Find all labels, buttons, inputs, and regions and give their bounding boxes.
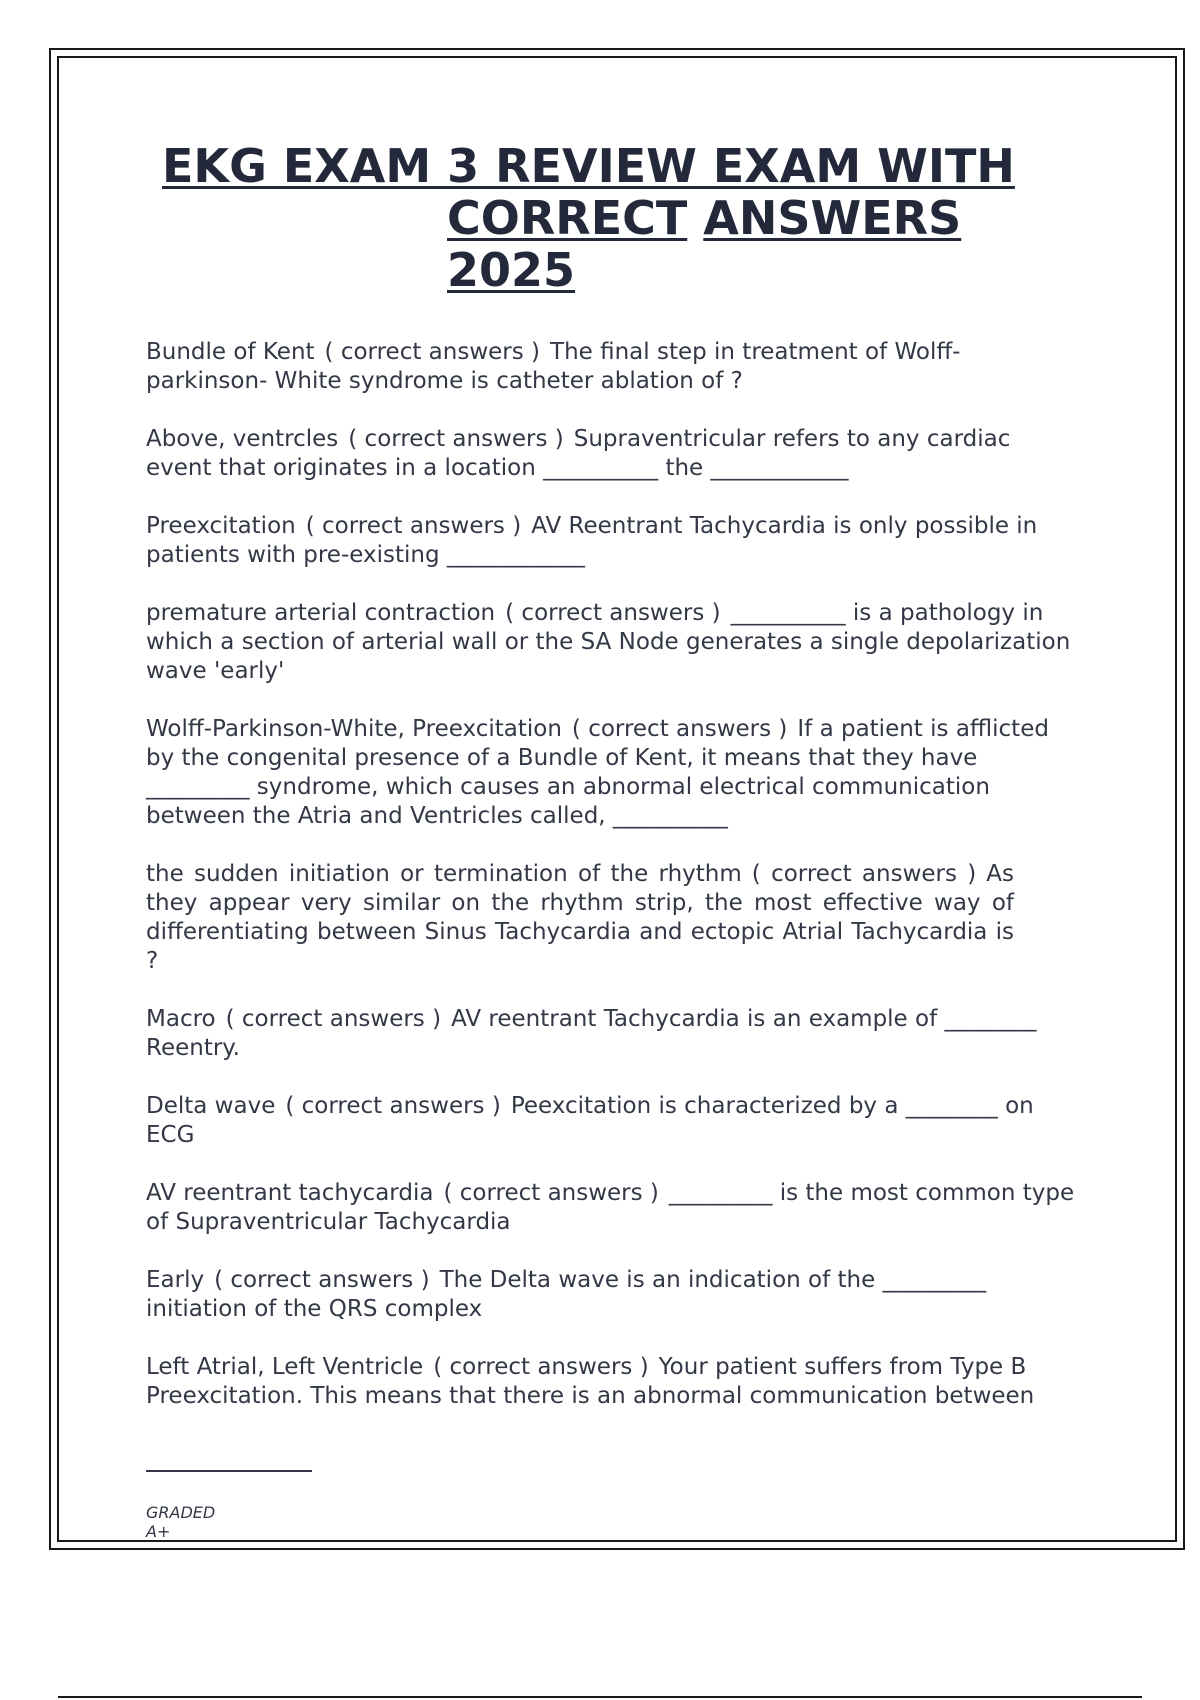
qa-answer: Above, ventrcles	[146, 426, 339, 452]
qa-question: AV Reentrant Tachycardia is only possible in patients with pre-existing ____________	[146, 513, 1038, 568]
qa-question: The final step in treatment of Wolff-parkinson- White syndrome is catheter ablation of ?	[146, 339, 961, 394]
qa-answer: the sudden initiation or termination of the rhythm	[146, 861, 742, 887]
qa-question: AV reentrant Tachycardia is an example of ________ Reentry.	[146, 1006, 1037, 1061]
correct-answers-marker: ( correct answers )	[225, 1006, 442, 1032]
qa-item	[146, 1092, 1076, 1150]
qa-answer: Macro	[146, 1006, 216, 1032]
correct-answers-marker: ( correct answers )	[348, 426, 564, 452]
qa-item	[146, 860, 1014, 976]
title-year: 2025	[447, 243, 576, 297]
qa-item	[146, 1266, 1076, 1324]
correct-answers-marker: ( correct answers )	[571, 716, 788, 742]
qa-answer: Wolff-Parkinson-White, Preexcitation	[146, 716, 562, 742]
correct-answers-marker: ( correct answers )	[443, 1180, 659, 1206]
qa-item	[146, 599, 1076, 686]
grade-value: A+	[146, 1522, 171, 1541]
qa-question: _________ is the most common type of Supraventricular Tachycardia	[146, 1180, 1075, 1235]
qa-item	[146, 1179, 1076, 1237]
qa-item	[146, 1005, 1076, 1063]
qa-question: If a patient is afflicted by the congenital presence of a Bundle of Kent, it means that they have _________ syndrome, which causes an abnormal electrical communication between the Atria and Ventricles called, __________	[146, 716, 1049, 829]
qa-answer: Early	[146, 1267, 205, 1293]
correct-answers-marker: ( correct answers )	[751, 861, 977, 887]
title-line-1: EKG EXAM 3 REVIEW EXAM WITH	[162, 139, 1015, 193]
correct-answers-marker: ( correct answers )	[505, 600, 721, 626]
title-word-answers: ANSWERS	[703, 191, 962, 245]
qa-question: Your patient suffers from Type B Preexcitation. This means that there is an abnormal communication between	[146, 1354, 1035, 1409]
qa-answer: Bundle of Kent	[146, 339, 315, 365]
document-title	[162, 140, 1062, 296]
correct-answers-marker: ( correct answers )	[305, 513, 522, 539]
qa-answer: premature arterial contraction	[146, 600, 496, 626]
qa-list	[146, 338, 1076, 1440]
grade-label: GRADED	[146, 1503, 216, 1522]
qa-item	[146, 715, 1076, 831]
grade-stamp	[146, 1503, 215, 1541]
qa-answer: AV reentrant tachycardia	[146, 1180, 434, 1206]
title-word-correct: CORRECT	[447, 191, 688, 245]
qa-answer: Left Atrial, Left Ventricle	[146, 1354, 424, 1380]
page-bottom-rule	[58, 1696, 1142, 1698]
qa-question: As they appear very similar on the rhythm strip, the most effective way of differentiating between Sinus Tachycardia and ectopic Atrial Tachycardia is ?	[146, 861, 1014, 974]
correct-answers-marker: ( correct answers )	[324, 339, 541, 365]
qa-item	[146, 512, 1076, 570]
qa-answer: Delta wave	[146, 1093, 276, 1119]
qa-item	[146, 425, 1076, 483]
qa-question: __________ is a pathology in which a section of arterial wall or the SA Node generates a single depolarization wave 'early'	[146, 600, 1071, 684]
qa-item	[146, 338, 1076, 396]
qa-question: Supraventricular refers to any cardiac event that originates in a location __________ the ____________	[146, 426, 1011, 481]
qa-item	[146, 1353, 1076, 1411]
qa-question: Peexcitation is characterized by a ________ on ECG	[146, 1093, 1034, 1148]
qa-question: The Delta wave is an indication of the _________ initiation of the QRS complex	[146, 1267, 987, 1322]
correct-answers-marker: ( correct answers )	[285, 1093, 501, 1119]
correct-answers-marker: ( correct answers )	[214, 1267, 430, 1293]
answer-blank-line	[146, 1470, 312, 1472]
correct-answers-marker: ( correct answers )	[433, 1354, 649, 1380]
qa-answer: Preexcitation	[146, 513, 296, 539]
